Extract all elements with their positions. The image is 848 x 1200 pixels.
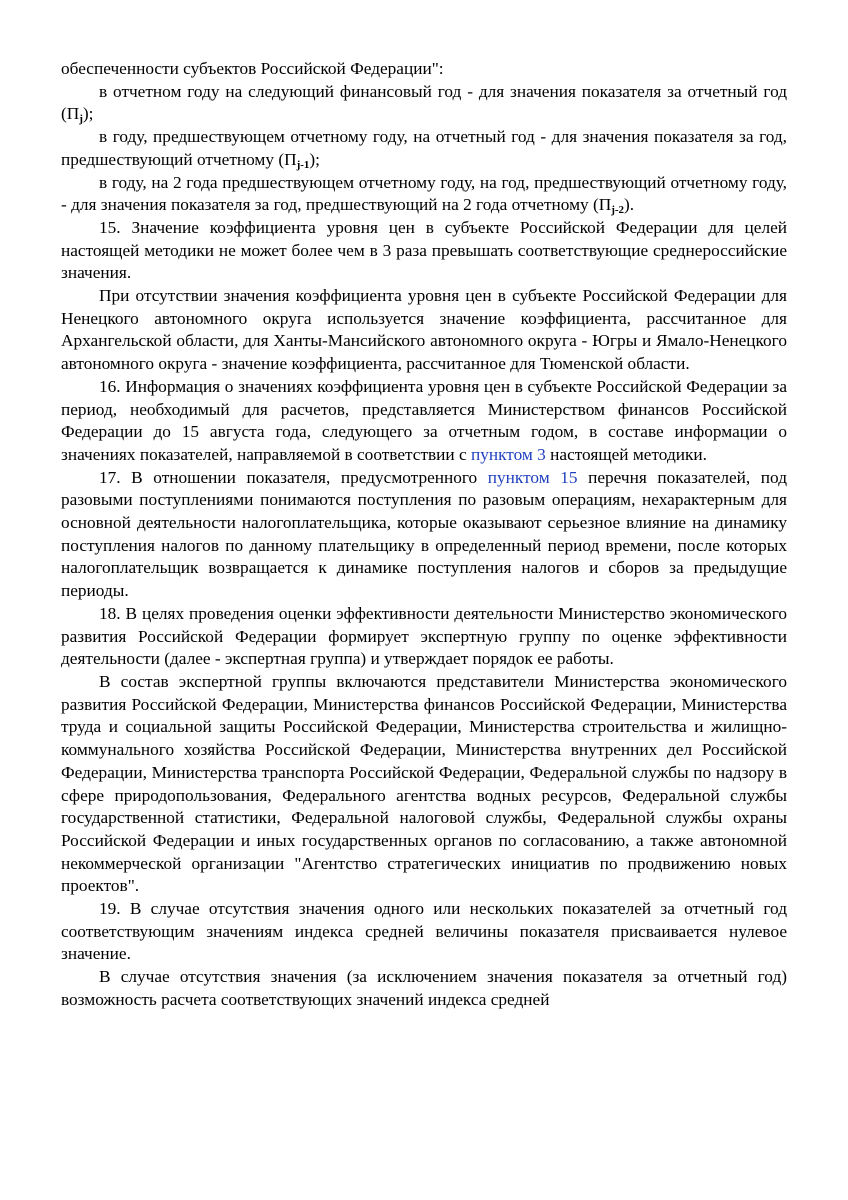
text-run: 15. Значение коэффициента уровня цен в субъекте Российской Федерации для целей настоящей методики не может более чем в 3 раза превышать соответствующие среднероссийские значения. [61, 217, 787, 283]
document-page [61, 58, 787, 1012]
paragraph-item-15 [61, 217, 787, 285]
paragraph-two-years-prior [61, 172, 787, 217]
paragraph-item-18-composition [61, 671, 787, 898]
text-run: обеспеченности субъектов Российской Федерации": [61, 59, 444, 78]
paragraph-reporting-year [61, 81, 787, 126]
paragraph-continuation [61, 58, 787, 81]
text-run: ); [82, 104, 94, 124]
text-run: ); [309, 149, 320, 169]
text-run: настоящей методики. [545, 444, 707, 464]
text-run: перечня показателей, под разовыми поступлениями понимаются поступления по разовым операциям, нехарактерным для основной деятельности налогоплательщика, которые оказывают серьезное влияние на динамику поступления налогов по данному плательщику в определенный период времени, после которых налогоплательщик возвращается к динамике поступления налогов и сборов за предыдущие периоды. [61, 467, 787, 601]
text-run: В случае отсутствия значения (за исключением значения показателя за отчетный год) возможность расчета соответствующих значений индекса средней [61, 967, 787, 1009]
text-run: в году, на 2 года предшествующем отчетному году, на год, предшествующий отчетному году, - для значения показателя за год, предшествующий на 2 года отчетному (П [61, 172, 787, 215]
text-run: ). [624, 195, 635, 215]
index-subscript: j-1 [296, 158, 310, 171]
paragraph-item-16 [61, 376, 787, 467]
text-run: в году, предшествующем отчетному году, на отчетный год - для значения показателя за год, предшествующий отчетному (П [61, 127, 787, 169]
paragraph-item-17 [61, 467, 787, 603]
paragraph-item-19-continued [61, 966, 787, 1011]
text-run: При отсутствии значения коэффициента уровня цен в субъекте Российской Федерации для Ненецкого автономного округа используется значение коэффициента, рассчитанное для Архангельской области, для Ханты-Мансийского автономного округа - Югры и Ямало-Ненецкого автономного округа - значение коэффициента, рассчитанное для Тюменской области. [61, 286, 787, 374]
text-run: 16. Информация о значениях коэффициента уровня цен в субъекте Российской Федерации за период, необходимый для расчетов, представляется Министерством финансов Российской Федерации до 15 августа года, следующего за отчетным годом, в составе информации о значениях показателей, направляемой в соответствии с [61, 376, 787, 464]
index-subscript: j [79, 113, 83, 126]
cross-reference-link[interactable]: пунктом 3 [470, 444, 546, 464]
text-run: в отчетном году на следующий финансовый год - для значения показателя за отчетный год (П [61, 81, 787, 124]
paragraph-item-15-note [61, 285, 787, 376]
paragraph-item-18 [61, 603, 787, 671]
text-run: 18. В целях проведения оценки эффективности деятельности Министерство экономического развития Российской Федерации формирует экспертную группу по оценке эффективности деятельности (далее - экспертная группа) и утверждает порядок ее работы. [61, 603, 787, 669]
text-run: В состав экспертной группы включаются представители Министерства экономического развития Российской Федерации, Министерства финансов Российской Федерации, Министерства труда и социальной защиты Российской Федерации, Министерства строительства и жилищно-коммунального хозяйства Российской Федерации, Министерства внутренних дел Российской Федерации, Министерства транспорта Российской Федерации, Федеральной службы по надзору в сфере природопользования, Федерального агентства водных ресурсов, Федеральной службы государственной статистики, Федеральной налоговой службы, Федеральной службы охраны Российской Федерации и иных государственных органов по согласованию, а также автономной некоммерческой организации "Агентство стратегических инициатив по продвижению новых проектов". [61, 671, 787, 896]
cross-reference-link[interactable]: пунктом 15 [487, 467, 578, 487]
text-run: 17. В отношении показателя, предусмотренного [99, 467, 488, 487]
index-subscript: j-2 [611, 204, 625, 217]
text-run: 19. В случае отсутствия значения одного или нескольких показателей за отчетный год соответствующим значениям индекса средней величины показателя присваивается нулевое значение. [61, 899, 787, 964]
paragraph-preceding-year [61, 126, 787, 171]
paragraph-item-19 [61, 898, 787, 966]
